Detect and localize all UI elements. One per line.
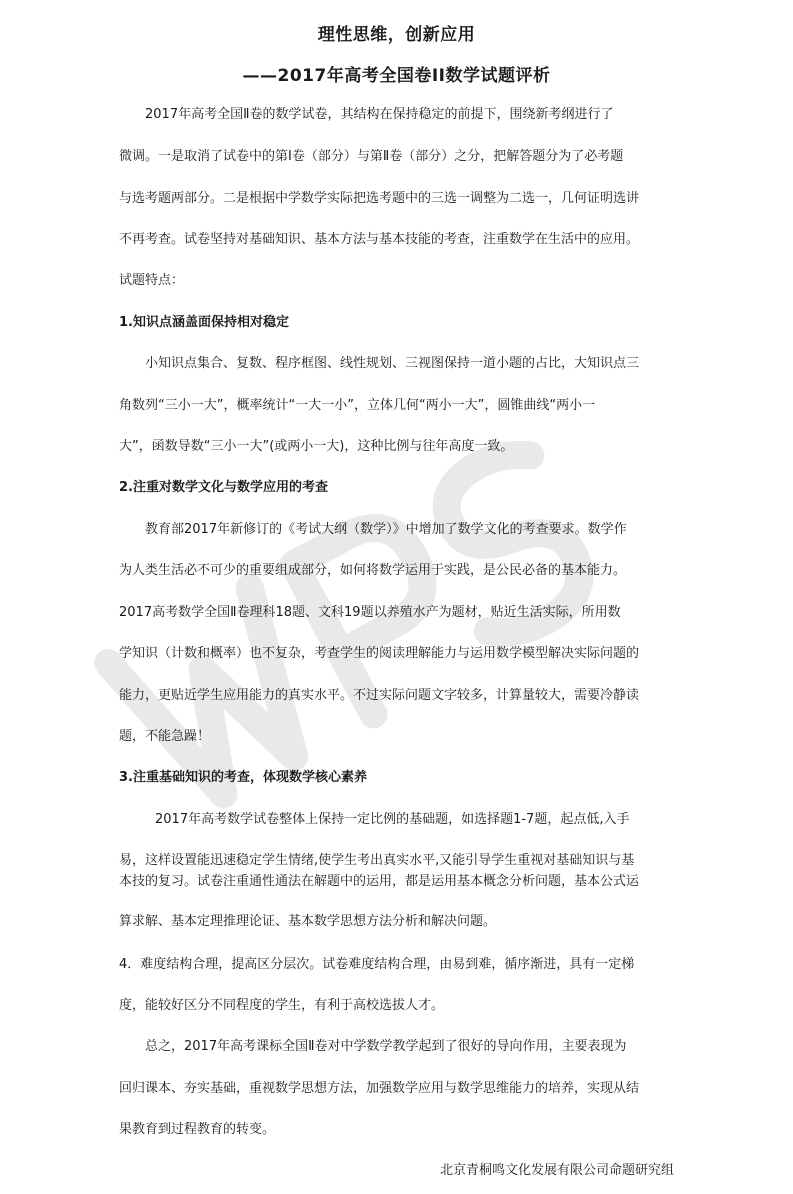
paragraph-line: 2017年高考数学试卷整体上保持一定比例的基础题，如选择题1-7题，起点低,入手: [155, 812, 630, 827]
paragraph-line: 度，能较好区分不同程度的学生，有利于高校选拔人才。: [119, 998, 445, 1013]
paragraph-line: 题，不能急躁！: [119, 729, 211, 744]
section-heading: 3.注重基础知识的考查，体现数学核心素养: [119, 770, 367, 785]
conclusion-line: 果教育到过程教育的转变。: [119, 1122, 276, 1137]
paragraph-line: 算求解、基本定理推理论证、基本数学思想方法分析和解决问题。: [119, 914, 497, 929]
page-title: 理性思维，创新应用: [317, 25, 476, 45]
paragraph-line: 2017高考数学全国Ⅱ卷理科18题、文科19题以养殖水产为题材，贴近生活实际，所用数: [119, 605, 621, 620]
paragraph-line: 大”，函数导数“三小一大”(或两小一大)，这种比例与往年高度一致。: [119, 439, 514, 454]
intro-line: 2017年高考全国Ⅱ卷的数学试卷，其结构在保持稳定的前提下，围绕新考纲进行了: [145, 107, 614, 122]
intro-line: 不再考查。试卷坚持对基础知识、基本方法与基本技能的考查，注重数学在生活中的应用。: [119, 232, 640, 247]
paragraph-line: 教育部2017年新修订的《考试大纲（数学）》中增加了数学文化的考查要求。数学作: [145, 522, 627, 537]
section-heading: 2.注重对数学文化与数学应用的考查: [119, 480, 328, 495]
intro-line: 微调。一是取消了试卷中的第Ⅰ卷（部分）与第Ⅱ卷（部分）之分，把解答题分为了必考题: [119, 149, 624, 164]
signature: 北京青桐鸣文化发展有限公司命题研究组: [439, 1163, 674, 1178]
paragraph-line: 4．难度结构合理，提高区分层次。试卷难度结构合理，由易到难，循序渐进，具有一定梯: [119, 957, 635, 972]
intro-line: 与选考题两部分。二是根据中学数学实际把选考题中的三选一调整为二选一，几何证明选讲: [119, 191, 640, 206]
paragraph-line: 学知识（计数和概率）也不复杂，考查学生的阅读理解能力与运用数学模型解决实际问题的: [119, 646, 640, 661]
conclusion-line: 回归课本、夯实基础，重视数学思想方法，加强数学应用与数学思维能力的培养，实现从结: [119, 1081, 640, 1096]
paragraph-line: 小知识点集合、复数、程序框图、线性规划、三视图保持一道小题的占比，大知识点三: [145, 356, 640, 371]
intro-line: 试题特点：: [119, 273, 185, 288]
paragraph-line: 易，这样设置能迅速稳定学生情绪,使学生考出真实水平,又能引导学生重视对基础知识与基: [119, 853, 635, 868]
page-subtitle: ——2017年高考全国卷II数学试题评析: [242, 66, 551, 86]
paragraph-line: 能力，更贴近学生应用能力的真实水平。不过实际问题文字较多，计算量较大，需要冷静读: [119, 688, 640, 703]
section-heading: 1.知识点涵盖面保持相对稳定: [119, 315, 289, 330]
paragraph-line: 本技的复习。试卷注重通性通法在解题中的运用，都是运用基本概念分析问题，基本公式运: [119, 874, 640, 889]
paragraph-line: 角数列“三小一大”，概率统计“一大一小”，立体几何“两小一大”，圆锥曲线“两小一: [119, 398, 596, 413]
paragraph-line: 为人类生活必不可少的重要组成部分，如何将数学运用于实践，是公民必备的基本能力。: [119, 563, 627, 578]
conclusion-line: 总之，2017年高考课标全国Ⅱ卷对中学数学教学起到了很好的导向作用，主要表现为: [145, 1039, 627, 1054]
